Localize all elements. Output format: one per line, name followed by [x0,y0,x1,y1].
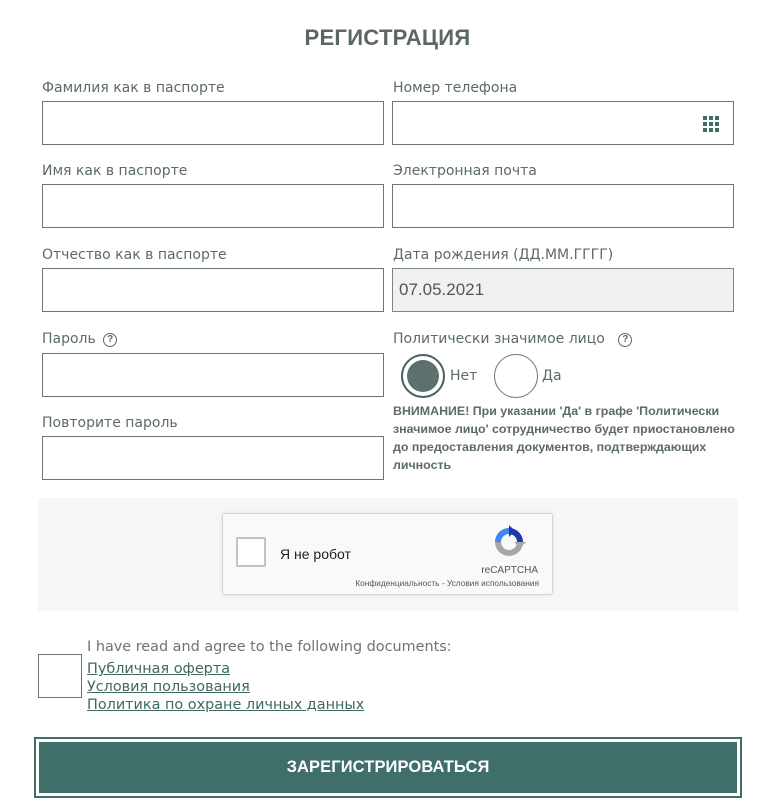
password-repeat-label: Повторите пароль [42,415,178,431]
recaptcha-separator: - [441,578,445,588]
pep-radio-yes[interactable] [494,354,538,398]
keypad-icon[interactable] [703,116,721,132]
agreement-text: I have read and agree to the following documents: [87,639,452,655]
patronymic-field[interactable] [42,268,384,312]
captcha-label: Я не робот [280,546,351,562]
patronymic-label: Отчество как в паспорте [42,247,227,263]
email-label: Электронная почта [393,163,537,179]
help-icon[interactable]: ? [618,333,632,347]
surname-field[interactable] [42,101,384,145]
recaptcha-links [355,578,539,588]
password-field[interactable] [42,353,384,397]
pep-radio-yes-label[interactable]: Да [542,368,562,384]
phone-field[interactable] [392,101,734,145]
pep-warning: ВНИМАНИЕ! При указании 'Да' в графе 'Политически значимое лицо' сотрудничество будет приостановлено до предоставления документов, подтверждающих личность [393,404,735,472]
agreement-checkbox[interactable] [38,654,82,698]
recaptcha-brand: reCAPTCHA [481,565,538,576]
email-field[interactable] [392,184,734,228]
captcha-checkbox[interactable] [236,537,266,567]
pep-label: Политически значимое лицо [393,331,605,347]
phone-label: Номер телефона [393,80,518,96]
help-icon[interactable]: ? [103,333,117,347]
public-offer-link[interactable]: Публичная оферта [87,661,231,677]
birthdate-value: 07.05.2021 [399,280,485,299]
name-label: Имя как в паспорте [42,163,188,179]
submit-button-frame [34,737,742,798]
recaptcha-widget [222,513,553,595]
terms-of-use-link[interactable]: Условия пользования [87,679,250,695]
register-button[interactable]: ЗАРЕГИСТРИРОВАТЬСЯ [39,742,737,793]
pep-label-row [393,331,632,347]
recaptcha-privacy-link[interactable]: Конфиденциальность [355,578,440,588]
recaptcha-icon [491,524,527,560]
pep-radio-no-label[interactable]: Нет [450,368,478,384]
page-title: РЕГИСТРАЦИЯ [304,25,471,50]
privacy-policy-link[interactable]: Политика по охране личных данных [87,697,365,713]
recaptcha-terms-link[interactable]: Условия использования [446,578,539,588]
birthdate-label: Дата рождения (ДД.ММ.ГГГГ) [393,247,614,263]
name-field[interactable] [42,184,384,228]
pep-radio-no[interactable] [401,354,445,398]
password-label-row [42,331,117,347]
birthdate-field[interactable] [392,268,734,312]
password-repeat-field[interactable] [42,436,384,480]
password-label: Пароль [42,331,96,347]
surname-label: Фамилия как в паспорте [42,80,225,96]
